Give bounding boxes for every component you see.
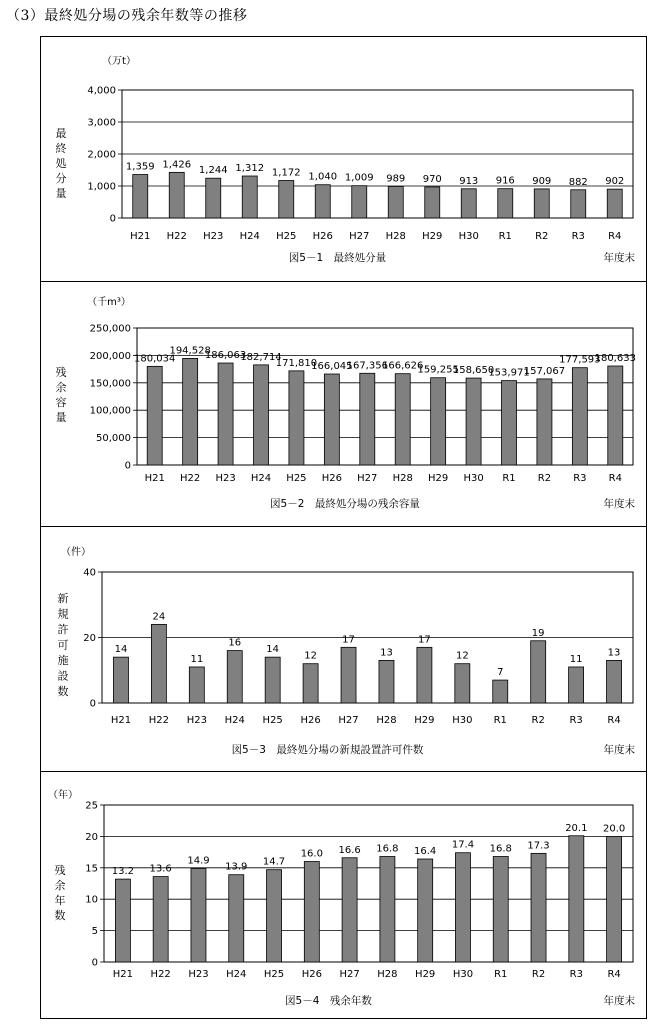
bar-H28 [379,660,394,703]
y-tick-label: 40 [83,567,96,579]
data-label-H27: 16.6 [338,844,361,856]
x-tick-label-H29: H29 [414,715,435,726]
x-tick-label-H27: H27 [349,231,370,242]
x-tick-label-R1: R1 [498,231,512,242]
y-tick-label: 15 [85,863,98,875]
bar-R2 [531,641,546,703]
data-label-H30: 913 [459,175,479,187]
data-label-H23: 1,244 [198,165,228,177]
x-tick-label-R4: R4 [608,473,622,484]
x-tick-label-R1: R1 [493,715,507,726]
bar-H30 [461,189,476,218]
bar-H27 [342,858,357,962]
plot-area [104,805,633,962]
x-tick-label-H30: H30 [452,715,473,726]
y-tick-label: 0 [124,460,131,472]
x-tick-label-H28: H28 [377,969,398,980]
bar-H26 [315,185,330,218]
y-tick-label: 3,000 [87,117,116,129]
chart-panel-remaining-years [40,771,647,1019]
x-tick-label-H29: H29 [422,231,443,242]
data-label-H27: 17 [342,634,355,646]
unit-label: （件） [61,547,91,558]
data-label-H24: 182,714 [240,351,282,363]
data-label-R1: 153,971 [488,367,530,379]
bar-H24 [242,176,257,218]
x-axis-label: 年度末 [603,995,635,1007]
bar-R2 [531,853,546,962]
bar-H26 [304,862,319,962]
x-tick-label-H30: H30 [458,231,479,242]
bar-H22 [169,172,184,218]
x-tick-label-H25: H25 [262,715,283,726]
chart-caption: 図5－3 最終処分場の新規設置許可件数 [231,744,424,756]
chart-final-disposal [41,37,646,281]
chart-caption: 図5－2 最終処分場の残余容量 [270,498,420,510]
bar-R1 [493,680,508,703]
data-label-H28: 989 [386,173,406,185]
bar-H29 [425,187,440,218]
bar-R4 [607,836,622,962]
chart-new-permits [41,527,646,771]
data-label-H27: 1,009 [344,172,374,184]
x-tick-label-R2: R2 [537,473,552,484]
data-label-H22: 13.6 [149,863,172,875]
x-tick-label-H22: H22 [148,715,170,726]
x-axis-label: 年度末 [603,498,635,510]
x-tick-label-R1: R1 [502,473,516,484]
x-tick-label-H23: H23 [186,715,207,726]
bar-H30 [466,378,481,465]
x-tick-label-R3: R3 [573,473,587,484]
data-label-R4: 20.0 [602,823,626,835]
data-label-R2: 17.3 [527,840,550,852]
y-tick-label: 1,000 [87,181,116,193]
x-tick-label-H24: H24 [226,969,247,980]
x-tick-label-H28: H28 [376,715,397,726]
data-label-H22: 24 [152,611,166,623]
y-tick-label: 10 [85,894,98,906]
bar-H30 [455,853,470,962]
bar-H23 [191,868,206,962]
data-label-H26: 1,040 [308,171,338,183]
x-tick-label-H26: H26 [312,231,333,242]
chart-panel-final-disposal [40,36,647,282]
data-label-H21: 14 [114,644,128,656]
bar-H22 [151,624,166,703]
bar-R3 [572,368,587,465]
plot-area [137,328,633,465]
y-tick-label: 4,000 [87,85,116,97]
x-tick-label-R4: R4 [608,231,622,242]
data-label-H26: 12 [304,650,317,662]
bar-H22 [153,877,168,962]
bar-H23 [218,363,233,465]
data-label-R4: 902 [605,176,625,188]
page-title: （3）最終処分場の残余年数等の推移 [6,8,248,24]
bar-H27 [360,373,375,465]
data-label-R3: 882 [568,176,588,188]
data-label-H23: 186,063 [204,350,247,362]
data-label-H26: 166,045 [311,361,353,373]
bar-H25 [289,371,304,465]
data-label-R2: 157,067 [523,365,566,377]
bar-H24 [254,365,269,465]
bar-H28 [380,856,395,962]
bar-H23 [189,667,204,703]
data-label-H21: 13.2 [111,866,135,878]
x-tick-label-H23: H23 [188,969,209,980]
chart-caption: 図5－1 最終処分量 [288,252,387,264]
x-tick-label-H23: H23 [215,473,236,484]
data-label-H30: 17.4 [451,839,475,851]
y-tick-label: 100,000 [89,405,131,417]
data-label-R1: 16.8 [489,843,512,855]
data-label-H29: 970 [422,173,442,185]
y-tick-label: 25 [85,800,98,812]
x-tick-label-R4: R4 [607,969,621,980]
y-tick-label: 0 [91,957,98,969]
y-axis-label: 最終処分量 [55,127,67,200]
x-tick-label-H29: H29 [415,969,436,980]
x-tick-label-H21: H21 [130,231,151,242]
bar-H27 [352,186,367,218]
unit-label: （万t） [102,56,136,67]
unit-label: （千m³） [87,297,131,308]
x-tick-label-H22: H22 [150,969,171,980]
bar-H28 [388,186,403,218]
data-label-R2: 909 [532,175,552,187]
x-tick-label-H27: H27 [357,473,378,484]
x-tick-label-R3: R3 [569,969,583,980]
x-tick-label-R3: R3 [569,715,583,726]
bar-H27 [341,647,356,703]
bar-H29 [431,378,446,465]
data-label-H29: 159,255 [417,364,459,376]
x-tick-label-R3: R3 [571,231,585,242]
data-label-H23: 11 [190,653,204,665]
data-label-H28: 16.8 [376,843,399,855]
x-tick-label-H28: H28 [392,473,413,484]
x-tick-label-H26: H26 [300,715,321,726]
bar-H29 [417,647,432,703]
data-label-H25: 171,810 [275,357,318,369]
x-tick-label-H25: H25 [286,473,307,484]
data-label-H22: 1,426 [162,159,192,171]
bar-H26 [324,374,339,465]
y-tick-label: 20 [85,831,98,843]
y-tick-label: 200,000 [89,350,131,362]
x-axis-label: 年度末 [603,744,635,756]
y-tick-label: 150,000 [89,378,131,390]
bar-H21 [133,175,148,218]
bar-H22 [183,358,198,465]
x-tick-label-H29: H29 [428,473,449,484]
x-tick-label-H27: H27 [339,969,360,980]
data-label-R3: 177,593 [559,354,601,366]
bar-R1 [502,381,517,465]
data-label-H25: 14.7 [262,856,286,868]
x-axis-label: 年度末 [603,252,635,264]
x-tick-label-H26: H26 [301,969,322,980]
data-label-H24: 1,312 [235,163,265,175]
data-label-R3: 11 [569,653,583,665]
chart-remaining-years [41,772,646,1018]
x-tick-label-R2: R2 [531,715,545,726]
x-tick-label-H24: H24 [239,231,260,242]
x-tick-label-R4: R4 [607,715,621,726]
x-tick-label-R2: R2 [535,231,549,242]
data-label-R4: 180,633 [594,353,636,365]
chart-panel-remaining-capacity [40,281,647,527]
x-tick-label-H30: H30 [452,969,474,980]
bar-H26 [303,664,318,703]
bar-R3 [571,190,586,218]
bar-R4 [607,189,622,218]
bar-H25 [265,657,280,703]
data-label-H24: 16 [228,637,242,649]
x-tick-label-H23: H23 [203,231,224,242]
bar-R4 [607,660,622,703]
data-label-H26: 16.0 [300,848,323,860]
data-label-H28: 166,626 [382,360,424,372]
x-tick-label-H28: H28 [385,231,406,242]
data-label-H27: 167,356 [346,360,388,372]
bar-H25 [267,870,282,962]
data-label-H25: 1,172 [271,167,301,179]
y-axis-label: 残余容量 [55,366,67,424]
chart-remaining-capacity [41,282,646,526]
data-label-H28: 13 [380,647,393,659]
data-label-R1: 916 [495,175,515,187]
bar-H28 [395,374,410,465]
x-tick-label-H25: H25 [263,969,285,980]
x-tick-label-H22: H22 [180,473,201,484]
x-tick-label-R1: R1 [494,969,508,980]
x-tick-label-H22: H22 [166,231,187,242]
bar-R3 [569,667,584,703]
data-label-H22: 194,528 [169,345,211,357]
unit-label: （年） [48,790,78,801]
bar-H24 [227,651,242,703]
bar-R1 [493,856,508,962]
y-axis-label: 新規許可施設数 [57,592,69,698]
y-tick-label: 5 [91,926,98,938]
y-axis-label: 残余年数 [54,864,66,922]
data-label-H21: 1,359 [125,161,155,173]
x-tick-label-H30: H30 [463,473,484,484]
bar-H30 [455,664,470,703]
data-label-H30: 158,650 [452,365,495,377]
data-label-R2: 19 [531,627,545,639]
bar-R4 [608,366,623,465]
bar-R2 [537,379,552,465]
bar-R2 [534,189,549,218]
bar-H21 [113,657,128,703]
x-tick-label-H25: H25 [276,231,297,242]
bar-H24 [229,875,244,962]
y-tick-label: 2,000 [87,149,116,161]
y-tick-label: 250,000 [89,323,131,335]
bar-H29 [418,859,433,962]
chart-caption: 図5－4 残余年数 [285,995,372,1007]
x-tick-label-H26: H26 [321,473,342,484]
bar-R3 [569,836,584,962]
y-tick-label: 0 [109,213,116,225]
data-label-H29: 16.4 [414,846,437,858]
data-label-R4: 13 [607,647,621,659]
data-label-H29: 17 [418,634,431,646]
x-tick-label-H21: H21 [110,715,132,726]
data-label-H23: 14.9 [187,855,210,867]
y-tick-label: 20 [83,633,96,644]
x-tick-label-H21: H21 [144,473,165,484]
data-label-H30: 12 [455,650,469,662]
data-label-R1: 7 [497,667,504,679]
x-tick-label-H24: H24 [250,473,272,484]
bar-H25 [279,180,294,218]
x-tick-label-H27: H27 [338,715,359,726]
y-tick-label: 50,000 [96,433,131,445]
bar-R1 [498,189,513,218]
data-label-H21: 180,034 [134,353,176,365]
x-tick-label-R2: R2 [531,969,546,980]
chart-panel-new-permits [40,526,647,772]
data-label-H25: 14 [266,644,280,656]
x-tick-label-H24: H24 [224,715,245,726]
bar-H21 [147,366,162,465]
data-label-H24: 13.9 [225,861,248,873]
bar-H23 [206,178,221,218]
bar-H21 [115,879,130,962]
y-tick-label: 0 [89,698,96,710]
data-label-R3: 20.1 [565,822,588,834]
x-tick-label-H21: H21 [112,969,134,980]
